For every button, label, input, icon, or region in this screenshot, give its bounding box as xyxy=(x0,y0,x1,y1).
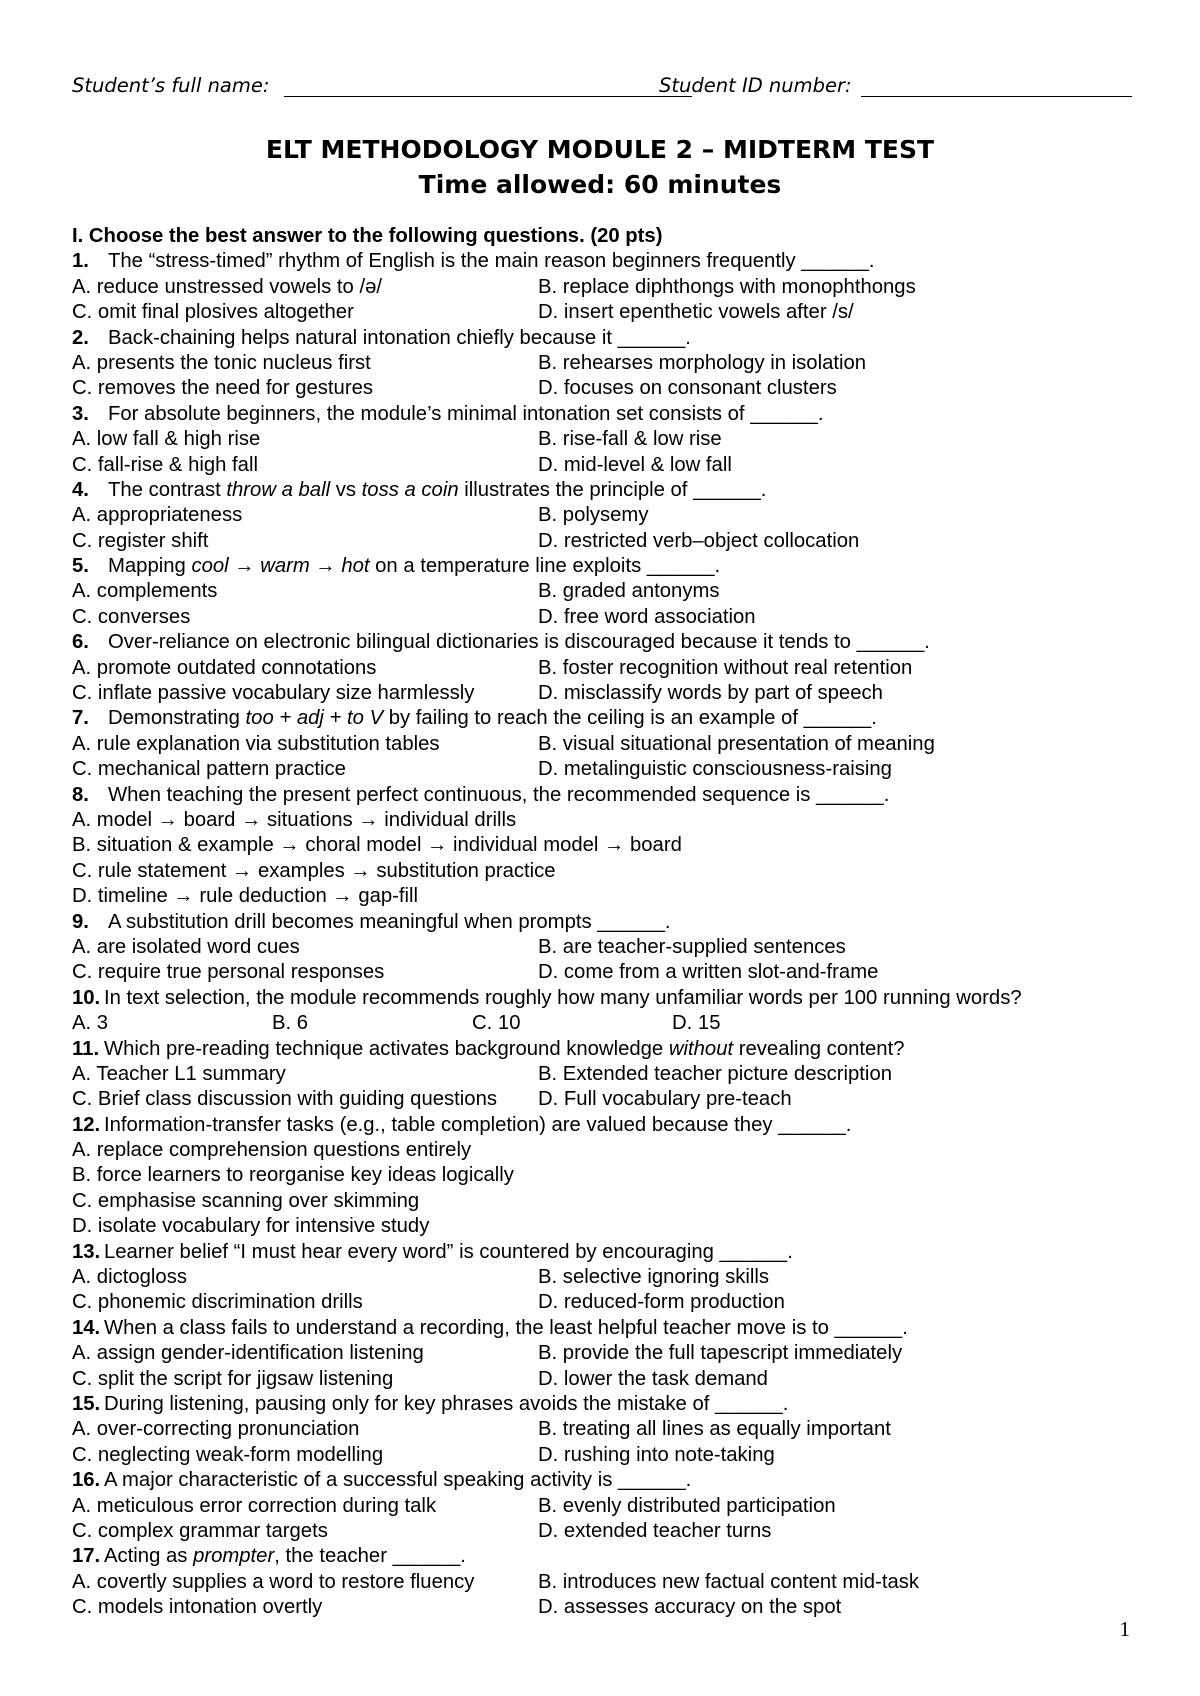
question-text: Which pre-reading technique activates background knowledge xyxy=(104,1037,669,1060)
options-row xyxy=(72,1595,1142,1620)
question-number: 9. xyxy=(72,910,89,933)
options-row xyxy=(72,1417,1142,1442)
question-stem xyxy=(72,326,1142,351)
options-row xyxy=(72,1189,1142,1214)
options-row xyxy=(72,859,1142,884)
answer-option-b[interactable]: B. 6 xyxy=(272,1012,309,1035)
answer-option-b[interactable]: B. introduces new factual content mid-task xyxy=(538,1570,920,1593)
answer-option-a[interactable]: A. reduce unstressed vowels to /ə/ xyxy=(72,275,383,298)
question-text: When a class fails to understand a recording, the least helpful teacher move is to ______. xyxy=(104,1316,908,1339)
answer-option-b[interactable]: B. rehearses morphology in isolation xyxy=(538,351,867,374)
options-row xyxy=(72,960,1142,985)
answer-option-b[interactable]: B. provide the full tapescript immediately xyxy=(538,1342,903,1365)
options-row xyxy=(72,1290,1142,1315)
answer-option-c[interactable]: C. converses xyxy=(72,605,191,628)
answer-option-b[interactable]: B. visual situational presentation of meaning xyxy=(538,732,935,755)
question-number: 17. xyxy=(72,1545,101,1568)
question-stem xyxy=(72,1113,1142,1138)
options-row xyxy=(72,1087,1142,1112)
answer-option-d[interactable]: D. Full vocabulary pre-teach xyxy=(538,1088,792,1111)
question-number: 13. xyxy=(72,1240,101,1263)
answer-option-c[interactable]: C. emphasise scanning over skimming xyxy=(72,1189,420,1212)
question-text: prompter xyxy=(193,1545,275,1568)
answer-option-d[interactable]: D. insert epenthetic vowels after /s/ xyxy=(538,301,854,324)
answer-option-c[interactable]: C. neglecting weak-form modelling xyxy=(72,1443,384,1466)
options-row xyxy=(72,1519,1142,1544)
question-text: Back-chaining helps natural intonation chiefly because it ______. xyxy=(108,326,691,349)
options-row xyxy=(72,732,1142,757)
answer-option-b[interactable]: B. replace diphthongs with monophthongs xyxy=(538,275,916,298)
answer-option-c[interactable]: C. Brief class discussion with guiding questions xyxy=(72,1088,497,1111)
options-row xyxy=(72,1570,1142,1595)
question-number: 1. xyxy=(72,250,89,273)
options-row xyxy=(72,1443,1142,1468)
answer-option-d[interactable]: D. focuses on consonant clusters xyxy=(538,377,837,400)
question-stem xyxy=(72,1468,1142,1493)
answer-option-d[interactable]: D. timeline → rule deduction → gap-fill xyxy=(72,885,419,908)
question-text: A substitution drill becomes meaningful when prompts ______. xyxy=(108,910,671,933)
question-stem xyxy=(72,1544,1142,1569)
question-number: 15. xyxy=(72,1392,101,1415)
question-number: 12. xyxy=(72,1113,101,1136)
options-row xyxy=(72,1494,1142,1519)
answer-option-d[interactable]: D. metalinguistic consciousness-raising xyxy=(538,758,892,781)
answer-option-d[interactable]: D. misclassify words by part of speech xyxy=(538,682,883,705)
options-row xyxy=(72,757,1142,782)
answer-option-a[interactable]: A. meticulous error correction during talk xyxy=(72,1494,437,1517)
options-row xyxy=(72,808,1142,833)
answer-option-c[interactable]: C. 10 xyxy=(472,1012,521,1035)
options-row xyxy=(72,453,1142,478)
options-row xyxy=(72,579,1142,604)
answer-option-c[interactable]: C. rule statement → examples → substitution practice xyxy=(72,859,556,882)
test-title: ELT METHODOLOGY MODULE 2 – MIDTERM TEST xyxy=(265,135,935,164)
question-text: During listening, pausing only for key phrases avoids the mistake of ______. xyxy=(104,1392,789,1415)
question-text: Acting as xyxy=(104,1545,194,1568)
options-row xyxy=(72,1011,1142,1036)
options-row xyxy=(72,1163,1142,1188)
options-row xyxy=(72,529,1142,554)
student-id-blank[interactable] xyxy=(861,96,1132,97)
answer-option-d[interactable]: D. isolate vocabulary for intensive study xyxy=(72,1215,430,1238)
answer-option-c[interactable]: C. split the script for jigsaw listening xyxy=(72,1367,394,1390)
question-text: vs xyxy=(330,478,362,501)
options-row xyxy=(72,427,1142,452)
options-row xyxy=(72,300,1142,325)
question-stem xyxy=(72,1316,1142,1341)
question-text: without xyxy=(668,1037,734,1060)
answer-option-c[interactable]: C. register shift xyxy=(72,529,209,552)
answer-option-d[interactable]: D. assesses accuracy on the spot xyxy=(538,1596,842,1619)
answer-option-c[interactable]: C. require true personal responses xyxy=(72,961,385,984)
options-row xyxy=(72,1265,1142,1290)
answer-option-b[interactable]: B. selective ignoring skills xyxy=(538,1266,770,1289)
options-row xyxy=(72,1341,1142,1366)
answer-option-d[interactable]: D. mid-level & low fall xyxy=(538,453,732,476)
answer-option-a[interactable]: A. model → board → situations → individual drills xyxy=(72,808,517,831)
question-text: When teaching the present perfect continuous, the recommended sequence is ______. xyxy=(108,783,890,806)
answer-option-a[interactable]: A. 3 xyxy=(72,1012,109,1035)
student-name-label: Student’s full name: xyxy=(72,74,270,97)
section-heading: I. Choose the best answer to the following questions. (20 pts) xyxy=(72,225,663,247)
question-number: 6. xyxy=(72,631,89,654)
options-row xyxy=(72,1214,1142,1239)
question-text: Demonstrating xyxy=(108,707,246,730)
answer-option-d[interactable]: D. rushing into note-taking xyxy=(538,1443,775,1466)
answer-option-d[interactable]: D. reduced-form production xyxy=(538,1291,785,1314)
answer-option-b[interactable]: B. graded antonyms xyxy=(538,580,720,603)
question-text: A major characteristic of a successful speaking activity is ______. xyxy=(104,1469,692,1492)
question-text: revealing content? xyxy=(733,1037,905,1060)
question-text: Learner belief “I must hear every word” is countered by encouraging ______. xyxy=(104,1240,793,1263)
answer-option-a[interactable]: A. replace comprehension questions entirely xyxy=(72,1139,472,1162)
answer-option-d[interactable]: D. lower the task demand xyxy=(538,1367,768,1390)
options-row xyxy=(72,351,1142,376)
answer-option-d[interactable]: D. extended teacher turns xyxy=(538,1519,772,1542)
answer-option-a[interactable]: A. are isolated word cues xyxy=(72,935,300,958)
answer-option-b[interactable]: B. are teacher-supplied sentences xyxy=(538,935,846,958)
answer-option-c[interactable]: C. phonemic discrimination drills xyxy=(72,1291,363,1314)
question-stem xyxy=(72,630,1142,655)
student-id-label: Student ID number: xyxy=(659,74,852,97)
answer-option-a[interactable]: A. complements xyxy=(72,580,218,603)
answer-option-c[interactable]: C. mechanical pattern practice xyxy=(72,758,346,781)
answer-option-a[interactable]: A. appropriateness xyxy=(72,504,243,527)
question-number: 8. xyxy=(72,783,89,806)
time-allowed: Time allowed: 60 minutes xyxy=(418,170,782,199)
student-name-blank[interactable] xyxy=(284,96,692,97)
question-number: 11. xyxy=(72,1037,100,1060)
question-text: throw a ball xyxy=(226,478,331,501)
question-number: 14. xyxy=(72,1316,101,1339)
answer-option-b[interactable]: B. polysemy xyxy=(538,504,649,527)
question-number: 3. xyxy=(72,402,89,425)
question-stem xyxy=(72,402,1142,427)
question-number: 10. xyxy=(72,986,101,1009)
options-row xyxy=(72,1138,1142,1163)
question-text: by failing to reach the ceiling is an example of ______. xyxy=(383,707,877,730)
question-stem xyxy=(72,1037,1142,1062)
options-row xyxy=(72,884,1142,909)
answer-option-b[interactable]: B. treating all lines as equally important xyxy=(538,1418,891,1441)
answer-option-d[interactable]: D. free word association xyxy=(538,605,756,628)
answer-option-b[interactable]: B. rise-fall & low rise xyxy=(538,428,722,451)
question-number: 7. xyxy=(72,707,89,730)
question-number: 16. xyxy=(72,1469,101,1492)
question-stem xyxy=(72,706,1142,731)
answer-option-b[interactable]: B. evenly distributed participation xyxy=(538,1494,836,1517)
options-row xyxy=(72,681,1142,706)
answer-option-a[interactable]: A. dictogloss xyxy=(72,1266,187,1289)
answer-option-c[interactable]: C. models intonation overtly xyxy=(72,1596,323,1619)
answer-option-c[interactable]: C. removes the need for gestures xyxy=(72,377,373,400)
options-row xyxy=(72,275,1142,300)
answer-option-c[interactable]: C. fall-rise & high fall xyxy=(72,453,258,476)
question-number: 4. xyxy=(72,478,89,501)
options-row xyxy=(72,605,1142,630)
page-number: 1 xyxy=(1119,1617,1130,1641)
answer-option-c[interactable]: C. complex grammar targets xyxy=(72,1519,328,1542)
options-row xyxy=(72,1367,1142,1392)
options-row xyxy=(72,1062,1142,1087)
options-row xyxy=(72,656,1142,681)
question-text: The contrast xyxy=(108,478,227,501)
question-stem xyxy=(72,478,1142,503)
question-number: 2. xyxy=(72,326,89,349)
answer-option-d[interactable]: D. come from a written slot-and-frame xyxy=(538,961,879,984)
answer-option-b[interactable]: B. situation & example → choral model → individual model → board xyxy=(72,834,682,857)
question-number: 5. xyxy=(72,555,89,578)
answer-option-a[interactable]: A. assign gender-identification listening xyxy=(72,1342,424,1365)
question-text: Over-reliance on electronic bilingual dictionaries is discouraged because it tends to ______. xyxy=(108,631,930,654)
student-info-line xyxy=(72,74,1132,104)
answer-option-d[interactable]: D. restricted verb–object collocation xyxy=(538,529,860,552)
question-stem xyxy=(72,1240,1142,1265)
question-stem xyxy=(72,249,1142,274)
question-text: cool → warm → hot xyxy=(191,555,370,578)
question-stem xyxy=(72,1392,1142,1417)
question-text: on a temperature line exploits ______. xyxy=(369,555,721,578)
answer-option-b[interactable]: B. force learners to reorganise key ideas logically xyxy=(72,1164,514,1187)
options-row xyxy=(72,376,1142,401)
question-stem xyxy=(72,554,1142,579)
answer-option-b[interactable]: B. foster recognition without real retention xyxy=(538,656,913,679)
answer-option-c[interactable]: C. inflate passive vocabulary size harmlessly xyxy=(72,682,475,705)
question-text: In text selection, the module recommends roughly how many unfamiliar words per 100 running words? xyxy=(104,986,1022,1009)
options-row xyxy=(72,833,1142,858)
answer-option-a[interactable]: A. over-correcting pronunciation xyxy=(72,1418,360,1441)
question-stem xyxy=(72,783,1142,808)
answer-option-a[interactable]: A. promote outdated connotations xyxy=(72,656,377,679)
question-text: illustrates the principle of ______. xyxy=(458,478,767,501)
answer-option-b[interactable]: B. Extended teacher picture description xyxy=(538,1062,893,1085)
answer-option-d[interactable]: D. 15 xyxy=(672,1012,721,1035)
question-text: toss a coin xyxy=(361,478,459,501)
answer-option-a[interactable]: A. low fall & high rise xyxy=(72,428,261,451)
question-stem xyxy=(72,910,1142,935)
options-row xyxy=(72,935,1142,960)
question-text: For absolute beginners, the module’s minimal intonation set consists of ______. xyxy=(108,402,824,425)
question-text: The “stress-timed” rhythm of English is the main reason beginners frequently ______. xyxy=(108,250,875,273)
question-text: Information-transfer tasks (e.g., table completion) are valued because they ______. xyxy=(104,1113,852,1136)
question-stem xyxy=(72,986,1142,1011)
options-row xyxy=(72,503,1142,528)
answer-option-c[interactable]: C. omit final plosives altogether xyxy=(72,301,354,324)
answer-option-a[interactable]: A. Teacher L1 summary xyxy=(72,1062,286,1085)
question-text: too + adj + to V xyxy=(245,707,384,730)
answer-option-a[interactable]: A. covertly supplies a word to restore fluency xyxy=(72,1570,475,1593)
answer-option-a[interactable]: A. rule explanation via substitution tables xyxy=(72,732,440,755)
question-section xyxy=(72,224,1142,1620)
question-text: Mapping xyxy=(108,555,192,578)
answer-option-a[interactable]: A. presents the tonic nucleus first xyxy=(72,351,371,374)
question-text: , the teacher ______. xyxy=(274,1545,466,1568)
